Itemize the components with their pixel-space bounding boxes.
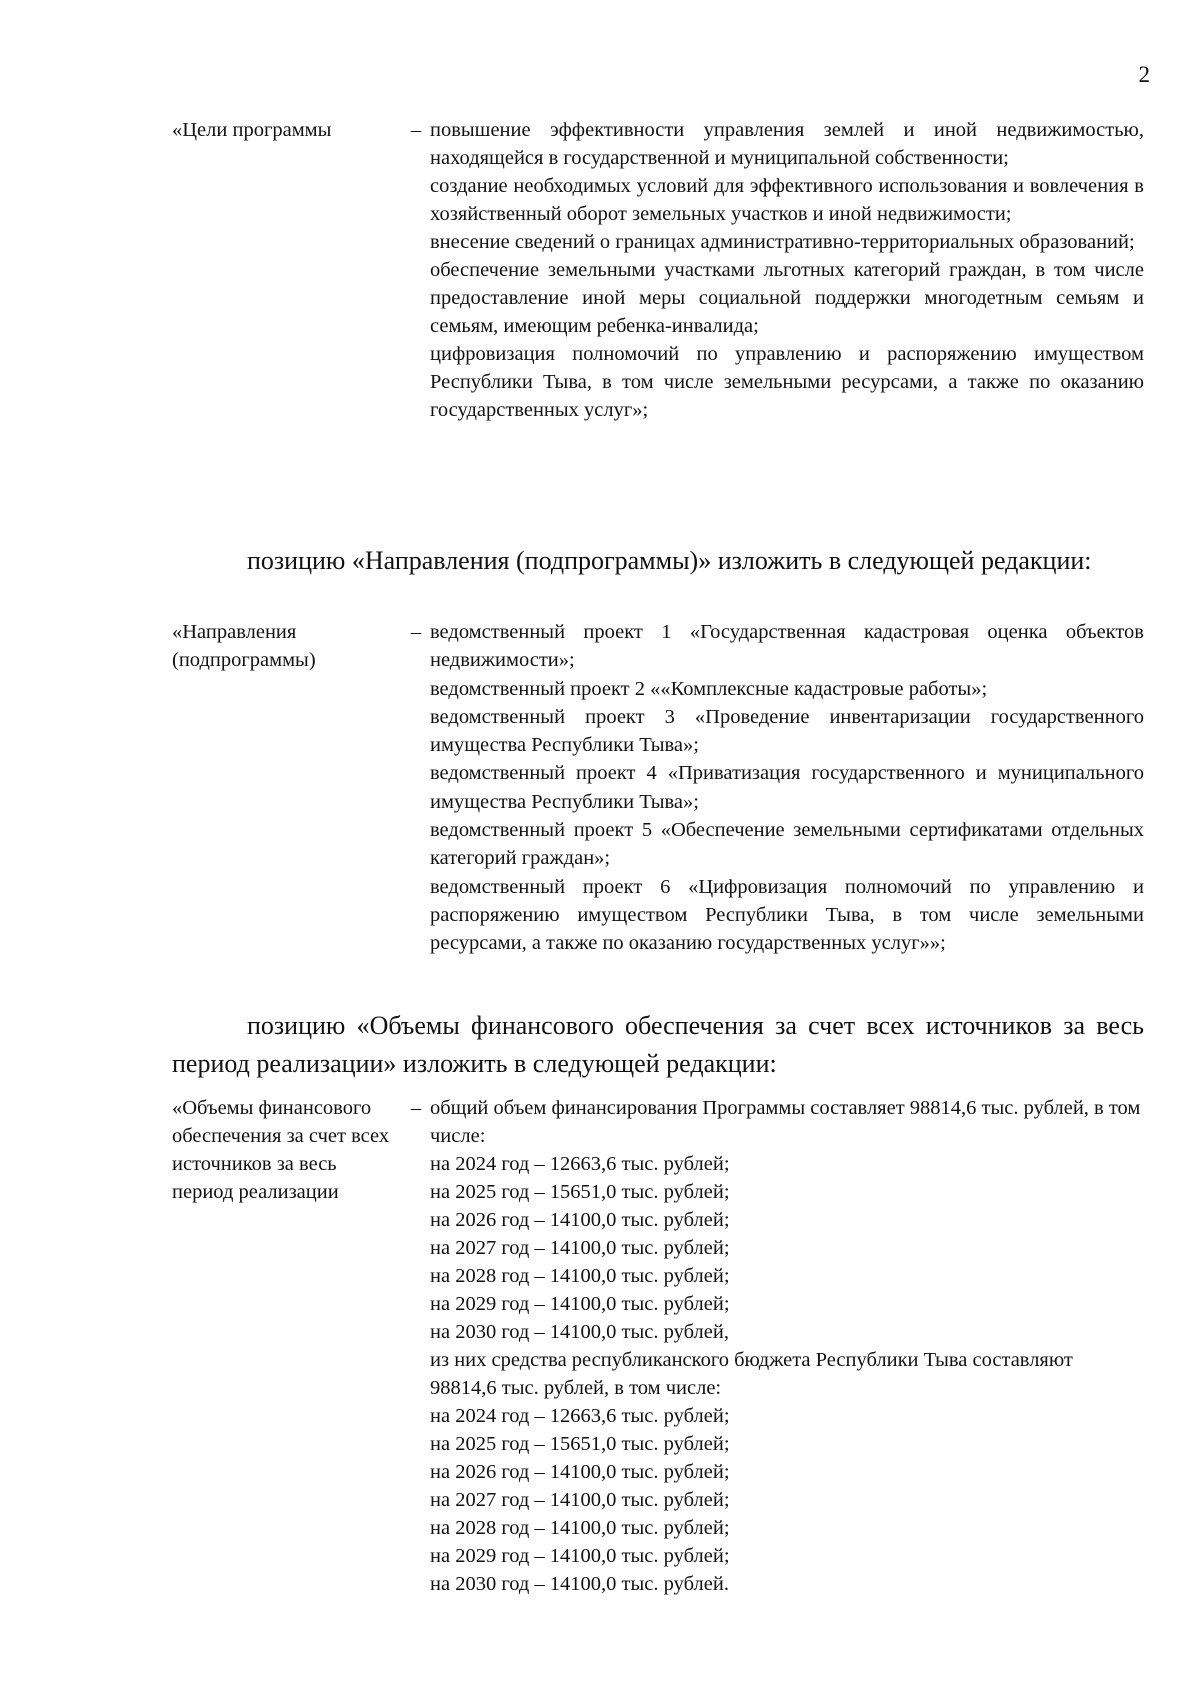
goals-item: повышение эффективности управления землей и иной недвижимостью, находящейся в государственной и муниципальной собственности; [430,119,1144,169]
goals-label: «Цели программы [172,119,332,141]
finance-line: на 2024 год – 12663,6 тыс. рублей; [430,1405,730,1427]
finance-line: на 2025 год – 15651,0 тыс. рублей; [430,1433,730,1455]
finance-line: на 2026 год – 14100,0 тыс. рублей; [430,1209,730,1231]
goals-item: цифровизация полномочий по управлению и распоряжению имуществом Республики Тыва, в том числе земельными ресурсами, а также по оказанию государственных услуг»; [430,343,1144,421]
directions-item: ведомственный проект 2 ««Комплексные кадастровые работы»; [430,677,988,700]
goals-item: создание необходимых условий для эффективного использования и вовлечения в хозяйственный оборот земельных участков и иной недвижимости; [430,175,1144,225]
finance-line: на 2025 год – 15651,0 тыс. рублей; [430,1181,730,1203]
goals-dash: – [410,119,422,141]
goals-block [172,116,1144,424]
goals-item: обеспечение земельными участками льготных категорий граждан, в том числе предоставление иной меры социальной поддержки многодетным семьям и семьям, имеющим ребенка-инвалида; [430,259,1144,337]
finance-line: на 2027 год – 14100,0 тыс. рублей; [430,1489,730,1511]
directions-item: ведомственный проект 1 «Государственная кадастровая оценка объектов недвижимости»; [430,621,1144,672]
page-number: 2 [1138,62,1150,87]
finance-line: на 2027 год – 14100,0 тыс. рублей; [430,1237,730,1259]
finance-line: на 2029 год – 14100,0 тыс. рублей; [430,1293,730,1315]
directions-content [430,618,1144,958]
directions-item: ведомственный проект 6 «Цифровизация полномочий по управлению и распоряжению имуществом Республики Тыва, в том числе земельными ресурсами, а также по оказанию государственных услуг»»; [430,875,1144,955]
finance-line: на 2028 год – 14100,0 тыс. рублей; [430,1265,730,1287]
directions-block [172,618,1144,958]
finance-label: «Объемы финансового обеспечения за счет всех источников за весь период реализации [172,1097,390,1203]
finance-line: на 2028 год – 14100,0 тыс. рублей; [430,1517,730,1539]
directions-dash: – [410,621,422,643]
finance-content [430,1094,1144,1598]
finance-line: на 2024 год – 12663,6 тыс. рублей; [430,1153,730,1175]
goals-item: внесение сведений о границах административно-территориальных образований; [430,231,1135,253]
directions-item: ведомственный проект 4 «Приватизация государственного и муниципального имущества Республики Тыва»; [430,762,1144,813]
finance-line: на 2030 год – 14100,0 тыс. рублей, [430,1321,729,1343]
finance-line: на 2030 год – 14100,0 тыс. рублей. [430,1573,729,1595]
finance-line: на 2026 год – 14100,0 тыс. рублей; [430,1461,730,1483]
finance-instruction: позицию «Объемы финансового обеспечения за счет всех источников за весь период реализации» изложить в следующей редакции: [172,1011,1144,1078]
directions-label: «Направления (подпрограммы) [172,621,316,672]
directions-instruction: позицию «Направления (подпрограммы)» изложить в следующей редакции: [247,546,1092,575]
goals-content [430,116,1144,424]
finance-line: из них средства республиканского бюджета Республики Тыва составляют 98814,6 тыс. рублей, в том числе: [430,1349,1073,1399]
finance-line: на 2029 год – 14100,0 тыс. рублей; [430,1545,730,1567]
finance-block [172,1094,1144,1598]
directions-item: ведомственный проект 3 «Проведение инвентаризации государственного имущества Республики Тыва»; [430,705,1144,757]
finance-dash: – [410,1097,422,1119]
directions-item: ведомственный проект 5 «Обеспечение земельными сертификатами отдельных категорий граждан»; [430,819,1144,870]
finance-line: общий объем финансирования Программы составляет 98814,6 тыс. рублей, в том числе: [430,1097,1141,1147]
